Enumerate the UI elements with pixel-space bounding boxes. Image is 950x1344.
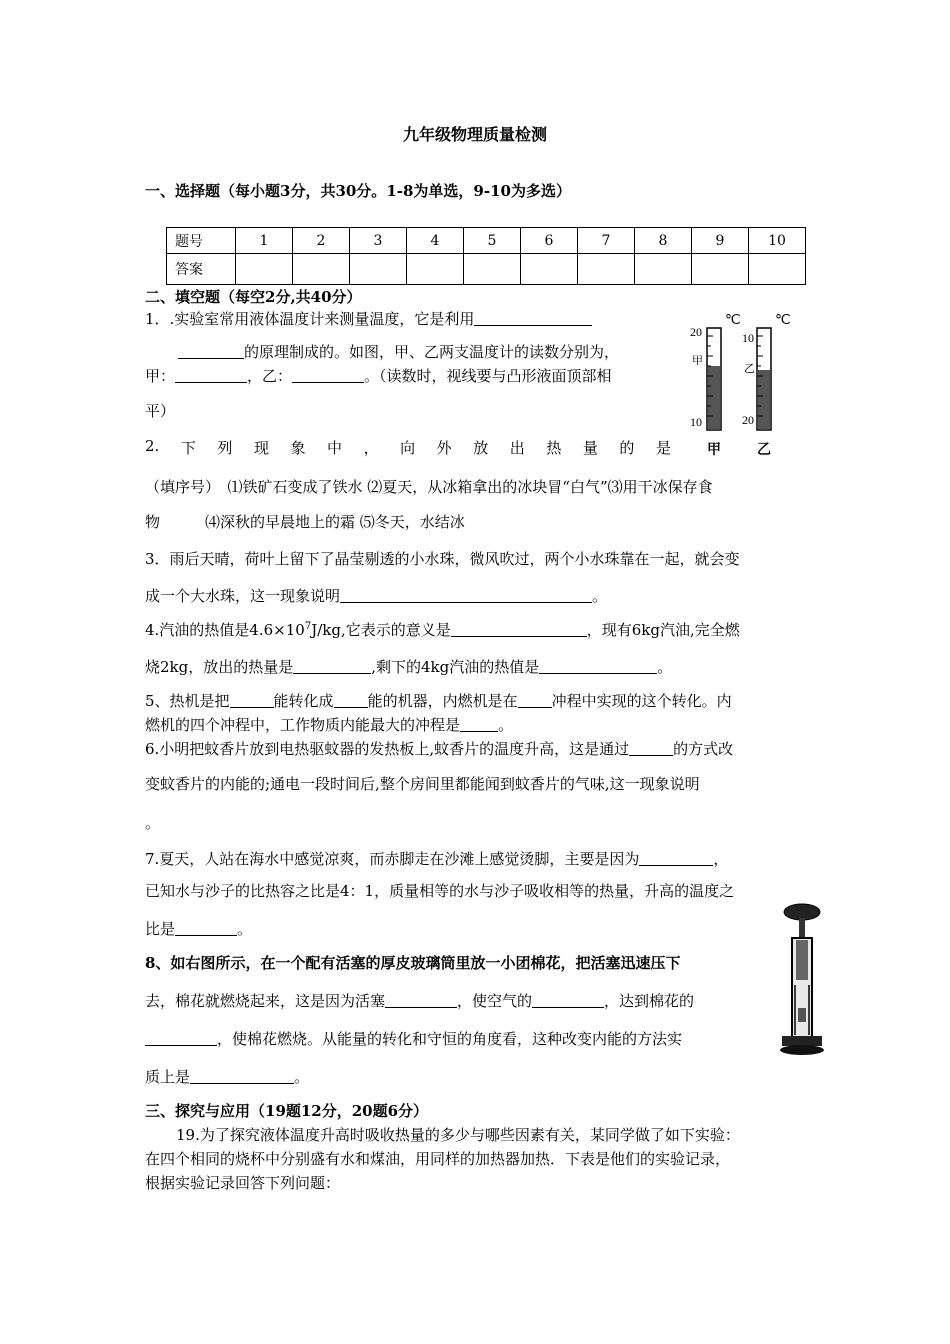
q1-line2: 的原理制成的。如图，甲、乙两支温度计的读数分别为， [178,341,619,362]
blank [539,658,657,674]
answer-cell [578,254,635,285]
blank [474,310,592,326]
tick-label: 20 [690,325,702,339]
answer-cell [350,254,407,285]
blank [518,692,552,708]
section2-heading: 二、填空题（每空2分,共40分） [145,288,362,306]
blank [293,658,371,674]
blank [629,740,673,756]
celsius-unit: ℃ [775,313,791,328]
question-number-cell: 3 [350,228,407,254]
celsius-unit: ℃ [725,313,741,328]
q7-line1: 7.夏天，人站在海水中感觉凉爽，而赤脚走在沙滩上感觉烫脚，主要是因为 ， [145,850,729,868]
label-jia: 甲 [707,442,721,458]
q1-line1: 1．.实验室常用液体温度计来测量温度，它是利用 [145,308,592,329]
question-number-cell: 5 [464,228,521,254]
q8-line4: 质上是 。 [145,1068,310,1086]
q3-line2: 成一个大水珠，这一现象说明 。 [145,587,608,605]
q8-line1: 8、如右图所示，在一个配有活塞的厚皮玻璃筒里放一小团棉花，把活塞迅速压下 [145,954,681,972]
q4-line2: 烧2kg，放出的热量是 ,剩下的4kg汽油的热值是 。 [145,658,673,676]
q6-line2: 变蚊香片的内能的;通电一段时间后,整个房间里都能闻到蚊香片的气味,这一现象说明 [145,775,700,793]
page-title: 九年级物理质量检测 [402,125,547,144]
answer-cell [293,254,350,285]
answer-cell [749,254,806,285]
label-yi: 乙 [757,442,771,458]
q4-line1: 4.汽油的热值是$4.6\times 10^7J/kg$,它表示的意义是 ，现有6kg汽油,完全燃 [145,621,740,639]
q7-line2: 已知水与沙子的比热容之比是4：1，质量相等的水与沙子吸收相等的热量，升高的温度之 [145,882,735,900]
q19-line1: 19.为了探究液体温度升高时吸收热量的多少与哪些因素有关，某同学做了如下实验： [176,1126,740,1144]
question-number-cell: 6 [521,228,578,254]
blank [532,992,604,1008]
q8-line2: 去，棉花就燃烧起来，这是因为活塞 ，使空气的 ，达到棉花的 [145,992,695,1010]
question-number-cell: 1 [236,228,293,254]
tick-label: 10 [742,331,754,345]
tick-label: 10 [690,415,702,429]
q2-line3: 物 ⑷深秋的早晨地上的霜 ⑸冬天，水结冰 [145,513,465,531]
question-number-cell: 9 [692,228,749,254]
q1-line3: 甲： ，乙： 。（读数时，视线要与凸形液面顶部相 [145,367,612,385]
answer-table [166,227,806,285]
q5-line2: 燃机的四个冲程中，工作物质内能最大的冲程是 。 [145,716,514,734]
q1-line4: 平） [145,402,176,420]
fire-syringe-figure [772,900,832,1060]
liquid-column [708,366,720,429]
blank [334,692,368,708]
blank [145,1030,217,1046]
blank [385,992,457,1008]
svg-text:乙: 乙 [744,362,755,375]
answer-cell [521,254,578,285]
blank [178,343,244,359]
row-label-answer: 答案 [167,254,236,285]
blank [451,621,587,637]
q19-line2: 在四个相同的烧杯中分别盛有水和煤油，用同样的加热器加热．下表是他们的实验记录， [145,1150,731,1168]
blank [460,716,498,732]
svg-text:甲: 甲 [692,354,703,367]
blank [639,850,713,866]
section3-heading: 三、探究与应用（19题12分，20题6分） [145,1102,429,1120]
q2-line1: 2. 下 列 现 象 中 ， 向 外 放 出 热 量 的 是 [145,437,671,457]
table-row [167,254,806,285]
q3-line1: 3．雨后天晴，荷叶上留下了晶莹剔透的小水珠，微风吹过，两个小水珠靠在一起，就会变 [145,550,740,568]
q19-line3: 根据实验记录回答下列问题： [145,1174,341,1192]
question-number-cell: 8 [635,228,692,254]
question-number-cell: 4 [407,228,464,254]
blank [292,367,364,383]
blank [190,1068,294,1084]
blank [175,920,237,936]
blank [230,692,274,708]
answer-cell [407,254,464,285]
liquid-column [758,370,770,429]
table-row [167,228,806,254]
question-number-cell: 2 [293,228,350,254]
q7-line3: 比是 。 [145,920,253,938]
answer-cell [692,254,749,285]
question-number-cell: 7 [578,228,635,254]
section1-heading: 一、选择题（每小题3分，共30分。1-8为单选，9-10为多选） [145,182,571,200]
thermometer-figure [685,308,800,458]
question-number-cell: 10 [749,228,806,254]
row-label-number: 题号 [167,228,236,254]
q2-line2: （填序号） ⑴铁矿石变成了铁水 ⑵夏天，从冰箱拿出的冰块冒“白气”⑶用干冰保存食 [145,478,713,496]
answer-cell [635,254,692,285]
answer-cell [464,254,521,285]
q6-line1: 6.小明把蚊香片放到电热驱蚊器的发热板上,蚊香片的温度升高，这是通过 的方式改 [145,740,734,758]
blank [175,367,247,383]
blank [340,587,592,603]
q6-line3: 。 [145,814,161,832]
tick-label: 20 [742,413,754,427]
q8-line3: ，使棉花燃烧。从能量的转化和守恒的角度看，这种改变内能的方法实 [145,1028,682,1049]
answer-cell [236,254,293,285]
q5-line1: 5、热机是把 能转化成 能的机器，内燃机是在 冲程中实现的这个转化。内 [145,692,732,710]
